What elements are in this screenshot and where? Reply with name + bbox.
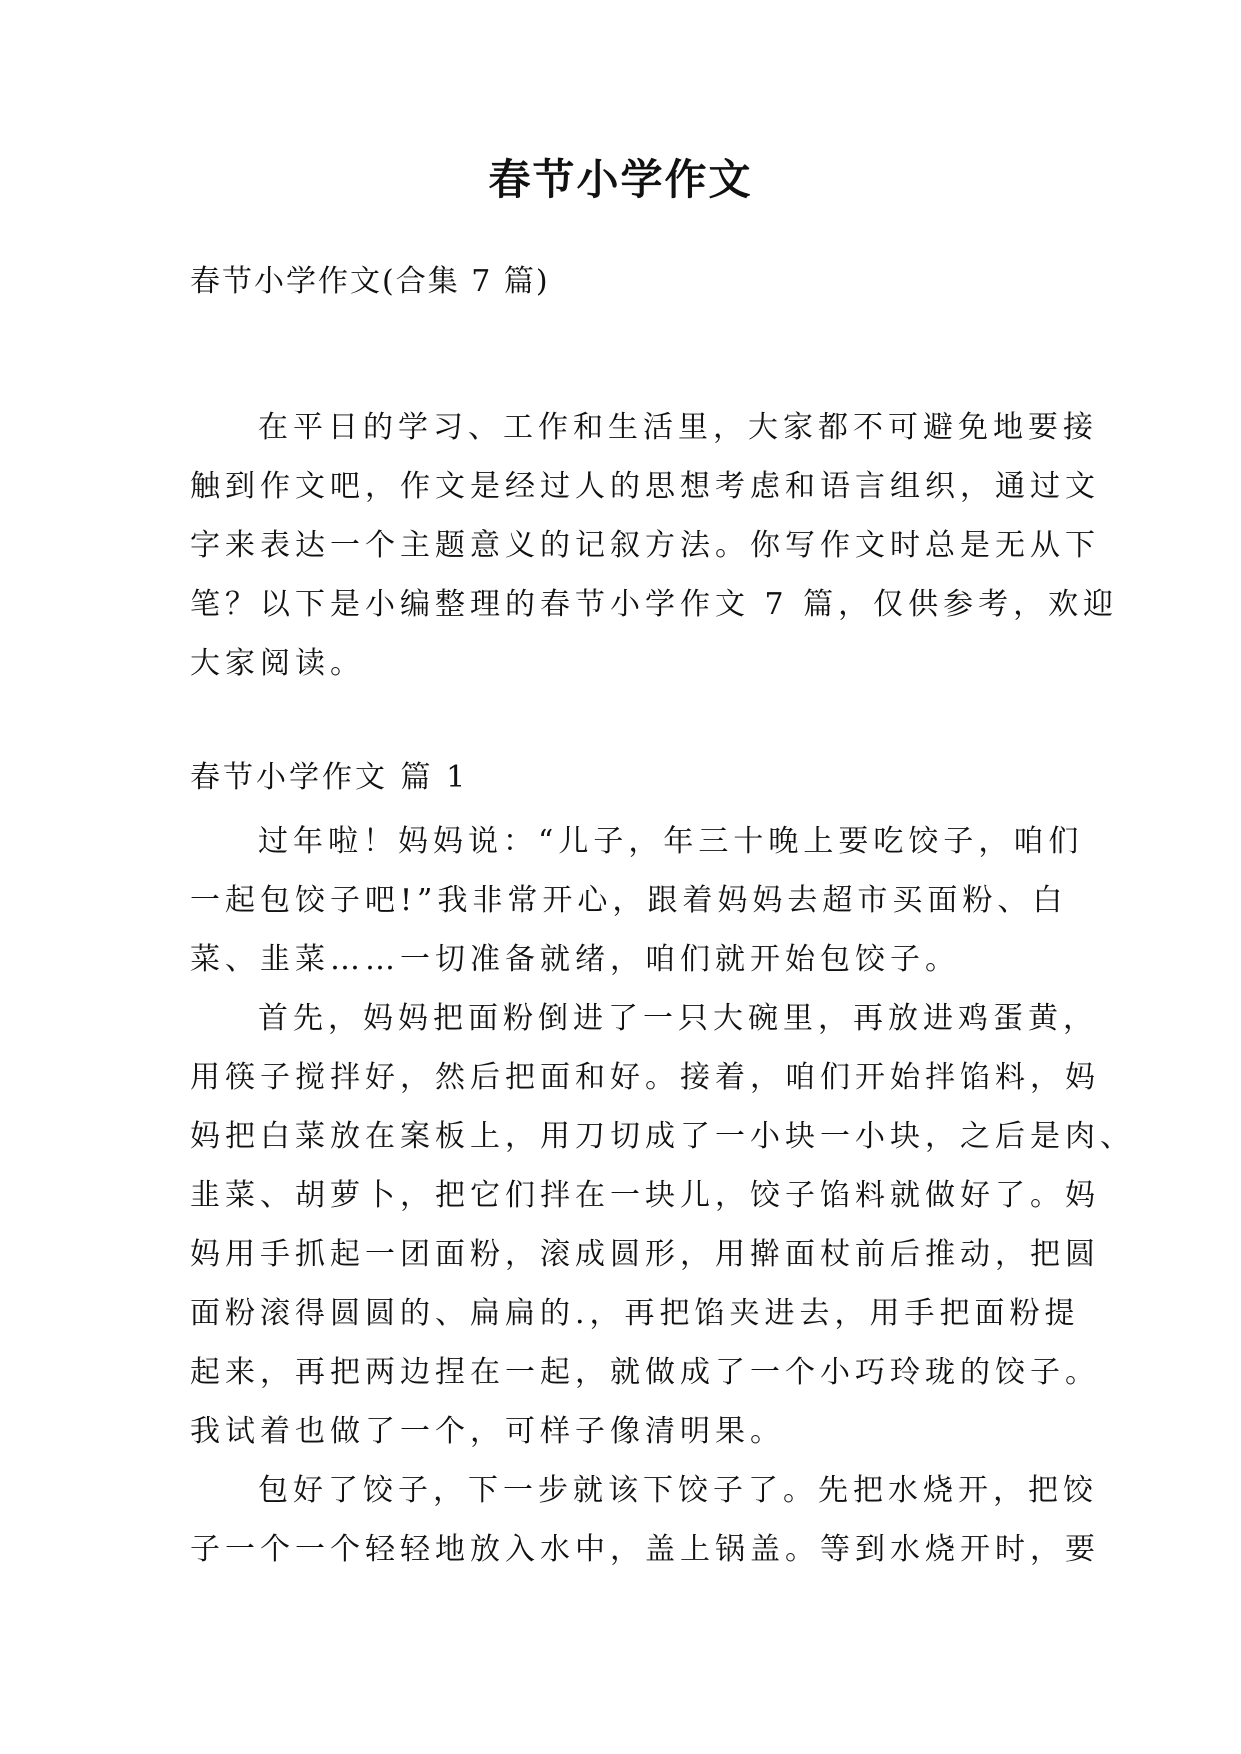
paragraph-line: 韭菜、胡萝卜，把它们拌在一块儿，饺子馅料就做好了。妈	[190, 1178, 1100, 1213]
paragraph-line: 妈把白菜放在案板上，用刀切成了一小块一小块，之后是肉、	[190, 1119, 1135, 1154]
paragraph-line: 用筷子搅拌好，然后把面和好。接着，咱们开始拌馅料，妈	[190, 1060, 1100, 1095]
paragraph-line: 大家阅读。	[190, 646, 365, 681]
essay-paragraph-2	[190, 989, 1135, 1461]
section-heading: 春节小学作文 篇 1	[190, 760, 469, 795]
paragraph-line: 子一个一个轻轻地放入水中，盖上锅盖。等到水烧开时，要	[190, 1532, 1100, 1567]
paragraph-line: 妈用手抓起一团面粉，滚成圆形，用擀面杖前后推动，把圆	[190, 1237, 1100, 1272]
intro-paragraph	[190, 398, 1119, 693]
paragraph-line: 起来，再把两边捏在一起，就做成了一个小巧玲珑的饺子。	[190, 1355, 1100, 1390]
paragraph-line: 触到作文吧，作文是经过人的思想考虑和语言组织，通过文	[190, 469, 1100, 504]
paragraph-line: 一起包饺子吧!”我非常开心，跟着妈妈去超市买面粉、白	[190, 883, 1068, 918]
document-subtitle: 春节小学作文(合集 7 篇)	[190, 264, 550, 299]
paragraph-line: 在平日的学习、工作和生活里，大家都不可避免地要接	[258, 410, 1098, 445]
paragraph-line: 笔？以下是小编整理的春节小学作文 7 篇，仅供参考，欢迎	[190, 587, 1119, 622]
paragraph-line: 菜、韭菜……一切准备就绪，咱们就开始包饺子。	[190, 942, 960, 977]
paragraph-line: 包好了饺子，下一步就该下饺子了。先把水烧开，把饺	[258, 1473, 1098, 1508]
paragraph-line: 首先，妈妈把面粉倒进了一只大碗里，再放进鸡蛋黄，	[258, 1001, 1098, 1036]
essay-paragraph-3	[190, 1461, 1100, 1579]
document-title: 春节小学作文	[488, 155, 753, 204]
paragraph-line: 面粉滚得圆圆的、扁扁的.，再把馅夹进去，用手把面粉提	[190, 1296, 1080, 1331]
paragraph-line: 过年啦！妈妈说：“儿子，年三十晚上要吃饺子，咱们	[258, 824, 1084, 859]
paragraph-line: 字来表达一个主题意义的记叙方法。你写作文时总是无从下	[190, 528, 1100, 563]
paragraph-line: 我试着也做了一个，可样子像清明果。	[190, 1414, 785, 1449]
essay-paragraph-1	[190, 812, 1084, 989]
